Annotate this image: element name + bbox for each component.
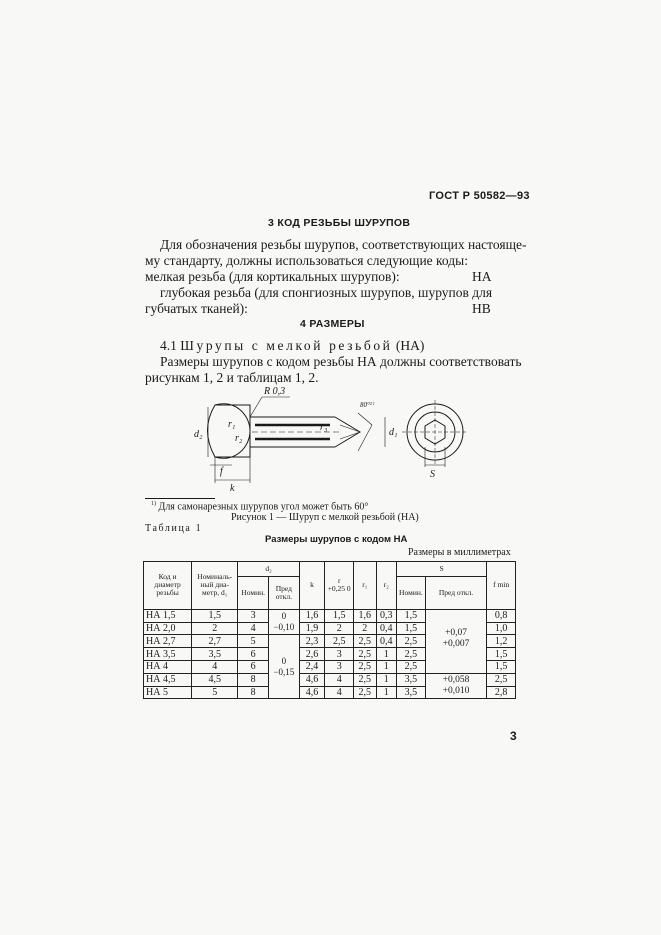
cell-r: 1,5 <box>325 609 354 622</box>
footnote-text: Для самонарезных шурупов угол может быть 60° <box>158 501 369 513</box>
header-d2: d₂ <box>238 562 299 577</box>
cell-r1: 2 <box>354 622 377 635</box>
cell-s: 2,5 <box>397 648 426 661</box>
cell-k: 4,6 <box>299 686 325 699</box>
header-nominal: Номиналь-ный диа-метр, d₁ <box>192 562 238 610</box>
table-header-row-1 <box>144 562 516 577</box>
cell-s: 3,5 <box>397 673 426 686</box>
cell-s: 1,5 <box>397 609 426 622</box>
subsection-4-1 <box>160 338 424 354</box>
header-r <box>325 562 354 610</box>
header-k: k <box>299 562 325 610</box>
cell-r2: 0,3 <box>376 609 396 622</box>
cell-r2: 1 <box>376 673 396 686</box>
header-r2: r₂ <box>376 562 396 610</box>
cell-r: 2 <box>325 622 354 635</box>
header-d2-tolerance: Пред откл. <box>269 576 300 609</box>
header-s: S <box>397 562 487 577</box>
cell-f: 2,8 <box>487 686 516 699</box>
cell-f: 1,5 <box>487 648 516 661</box>
table-label: Таблица 1 <box>145 523 203 534</box>
label-r2: r₂ <box>235 433 243 444</box>
cell-r: 2,5 <box>325 635 354 648</box>
cell-r1: 2,5 <box>354 635 377 648</box>
cell-r2: 1 <box>376 686 396 699</box>
cell-s: 1,5 <box>397 622 426 635</box>
code-hb-text-line-1: глубокая резьба (для спонгиозных шурупов, шурупов для <box>160 285 493 300</box>
cell-code: НА 5 <box>144 686 192 699</box>
cell-r: 3 <box>325 648 354 661</box>
cell-f: 1,2 <box>487 635 516 648</box>
cell-f: 0,8 <box>487 609 516 622</box>
cell-code: НА 4,5 <box>144 673 192 686</box>
code-ha: НА <box>472 269 492 284</box>
cell-code: НА 2,7 <box>144 635 192 648</box>
label-f: f <box>220 466 223 477</box>
cell-s: 2,5 <box>397 660 426 673</box>
cell-nominal: 4 <box>192 660 238 673</box>
cell-k: 1,9 <box>299 622 325 635</box>
header-r-label: r <box>337 576 341 586</box>
cell-f: 2,5 <box>487 673 516 686</box>
cell-nominal: 3,5 <box>192 648 238 661</box>
cell-d2: 8 <box>238 686 269 699</box>
cell-r2: 1 <box>376 648 396 661</box>
table-body <box>144 609 516 699</box>
code-ha-text: мелкая резьба (для кортикальных шурупов): <box>145 269 400 284</box>
cell-k: 2,4 <box>299 660 325 673</box>
label-s: S <box>430 469 435 480</box>
cell-r2: 0,4 <box>376 635 396 648</box>
cell-f: 1,5 <box>487 660 516 673</box>
cell-code: НА 4 <box>144 660 192 673</box>
section-3-title: 3 КОД РЕЗЬБЫ ШУРУПОВ <box>268 217 411 229</box>
cell-r1: 1,6 <box>354 609 377 622</box>
cell-r1: 2,5 <box>354 648 377 661</box>
table-row <box>144 673 516 686</box>
cell-r2: 0,4 <box>376 622 396 635</box>
figure-caption: Рисунок 1 — Шуруп с мелкой резьбой (НА) <box>231 512 419 523</box>
cell-r: 3 <box>325 660 354 673</box>
cell-d2: 6 <box>238 648 269 661</box>
footnote-rule <box>145 498 215 499</box>
subsection-number: 4.1 <box>160 338 177 353</box>
cell-s-tolerance-b: +0,058 +0,010 <box>425 673 487 699</box>
table-units: Размеры в миллиметрах <box>408 547 511 558</box>
subsection-title: Шурупы с мелкой резьбой <box>180 338 393 353</box>
label-d1: d₁ <box>389 427 398 438</box>
cell-d2: 6 <box>238 660 269 673</box>
table-row <box>144 609 516 622</box>
cell-code: НА 2,0 <box>144 622 192 635</box>
header-d2-nominal: Номин. <box>238 576 269 609</box>
cell-d2: 8 <box>238 673 269 686</box>
cell-k: 2,3 <box>299 635 325 648</box>
figure-footnote <box>151 501 368 512</box>
header-s-tolerance: Пред откл. <box>425 576 487 609</box>
subsection-code: (НА) <box>395 338 425 353</box>
header-r1: r₁ <box>354 562 377 610</box>
header-r-tolerance: +0,25 0 <box>327 584 351 594</box>
cell-d2: 5 <box>238 635 269 648</box>
cell-nominal: 4,5 <box>192 673 238 686</box>
label-r03: R 0,3 <box>264 386 286 397</box>
label-r3: r₃ <box>320 422 328 433</box>
cell-r1: 2,5 <box>354 660 377 673</box>
cell-k: 2,6 <box>299 648 325 661</box>
section-4-para-line-1: Размеры шурупов с кодом резьбы НА должны соответствовать <box>160 354 522 369</box>
cell-nominal: 1,5 <box>192 609 238 622</box>
cell-f: 1,0 <box>487 622 516 635</box>
section-4-para-line-2: рисункам 1, 2 и таблицам 1, 2. <box>145 370 319 385</box>
cell-d2-tolerance-a: 0 −0,10 <box>269 609 300 635</box>
code-hb: НВ <box>472 301 491 316</box>
cell-r2: 1 <box>376 660 396 673</box>
section-3-para-line-2: му стандарту, должны использоваться следующие коды: <box>145 253 468 268</box>
cell-d2: 3 <box>238 609 269 622</box>
header-code: Код и диаметр резьбы <box>144 562 192 610</box>
dimensions-table <box>143 561 516 699</box>
cell-k: 1,6 <box>299 609 325 622</box>
standard-header: ГОСТ Р 50582—93 <box>429 190 530 202</box>
cell-s: 2,5 <box>397 635 426 648</box>
cell-r: 4 <box>325 686 354 699</box>
section-4-title: 4 РАЗМЕРЫ <box>300 318 365 330</box>
cell-r1: 2,5 <box>354 686 377 699</box>
section-3-para-line-1: Для обозначения резьбы шурупов, соответствующих настояще- <box>160 237 527 252</box>
cell-d2-tolerance-b: 0 −0,15 <box>269 635 300 699</box>
cell-r1: 2,5 <box>354 673 377 686</box>
cell-nominal: 2 <box>192 622 238 635</box>
cell-k: 4,6 <box>299 673 325 686</box>
screw-drawing <box>180 385 480 495</box>
label-d2: d₂ <box>194 429 203 440</box>
label-k: k <box>230 483 235 494</box>
cell-r: 4 <box>325 673 354 686</box>
cell-s: 3,5 <box>397 686 426 699</box>
label-angle: 80°¹⁾ <box>360 401 374 409</box>
header-f: f min <box>487 562 516 610</box>
footnote-mark: 1) <box>151 501 156 507</box>
cell-d2: 4 <box>238 622 269 635</box>
label-r1: r₁ <box>228 419 236 430</box>
code-hb-text-line-2: губчатых тканей): <box>145 301 248 316</box>
cell-code: НА 3,5 <box>144 648 192 661</box>
cell-nominal: 2,7 <box>192 635 238 648</box>
header-s-nominal: Номин. <box>397 576 426 609</box>
table-title: Размеры шурупов с кодом НА <box>265 534 408 545</box>
cell-s-tolerance-a: +0,07 +0,007 <box>425 609 487 673</box>
cell-nominal: 5 <box>192 686 238 699</box>
cell-code: НА 1,5 <box>144 609 192 622</box>
page-number: 3 <box>510 729 517 743</box>
